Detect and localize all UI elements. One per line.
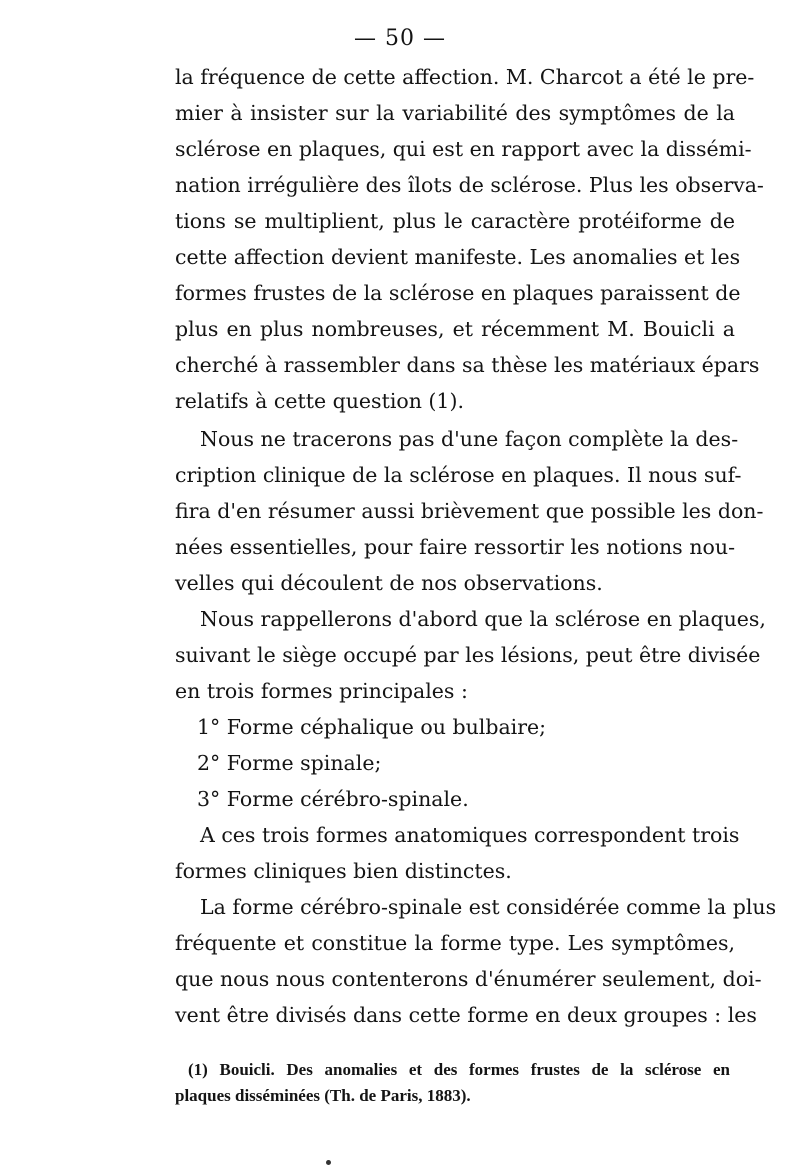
- text-line: nation irrégulière des îlots de sclérose. Plus les observa-: [175, 173, 764, 197]
- text-line: velles qui découlent de nos observations.: [175, 571, 603, 595]
- text-line: formes cliniques bien distinctes.: [175, 859, 512, 883]
- list-item: 3° Forme cérébro-spinale.: [197, 787, 469, 811]
- text-line: La forme cérébro-spinale est considérée comme la plus: [200, 895, 777, 919]
- text-line: cription clinique de la sclérose en plaques. Il nous suf-: [175, 463, 742, 487]
- text-line: A ces trois formes anatomiques correspondent trois: [200, 823, 740, 847]
- text-line: formes frustes de la sclérose en plaques paraissent de: [175, 281, 741, 305]
- list-item: 1° Forme céphalique ou bulbaire;: [197, 715, 547, 739]
- footnote-line: (1) Bouicli. Des anomalies et des formes frustes de la sclérose en: [188, 1060, 730, 1079]
- text-line: plus en plus nombreuses, et récemment M. Bouicli a: [175, 317, 735, 341]
- text-line: cherché à rassembler dans sa thèse les matériaux épars: [175, 353, 760, 377]
- text-line: relatifs à cette question (1).: [175, 389, 464, 413]
- ink-speck: [326, 1160, 331, 1165]
- text-line: Nous ne tracerons pas d'une façon complète la des-: [200, 427, 739, 451]
- text-line: sclérose en plaques, qui est en rapport avec la dissémi-: [175, 137, 752, 161]
- text-line: fréquente et constitue la forme type. Les symptômes,: [175, 931, 735, 955]
- text-line: tions se multiplient, plus le caractère protéiforme de: [175, 209, 735, 233]
- text-line: nées essentielles, pour faire ressortir les notions nou-: [175, 535, 735, 559]
- text-line: suivant le siège occupé par les lésions, peut être divisée: [175, 643, 761, 667]
- text-line: la fréquence de cette affection. M. Charcot a été le pre-: [175, 65, 755, 89]
- page-number: — 50 —: [354, 26, 446, 51]
- text-line: mier à insister sur la variabilité des symptômes de la: [175, 101, 735, 125]
- text-line: que nous nous contenterons d'énumérer seulement, doi-: [175, 967, 762, 991]
- list-item: 2° Forme spinale;: [197, 751, 382, 775]
- text-line: Nous rappellerons d'abord que la sclérose en plaques,: [200, 607, 766, 631]
- text-line: fira d'en résumer aussi brièvement que possible les don-: [175, 499, 764, 523]
- text-line: en trois formes principales :: [175, 679, 468, 703]
- text-line: cette affection devient manifeste. Les anomalies et les: [175, 245, 741, 269]
- text-line: vent être divisés dans cette forme en deux groupes : les: [175, 1003, 757, 1027]
- footnote-line: plaques disséminées (Th. de Paris, 1883).: [175, 1086, 471, 1105]
